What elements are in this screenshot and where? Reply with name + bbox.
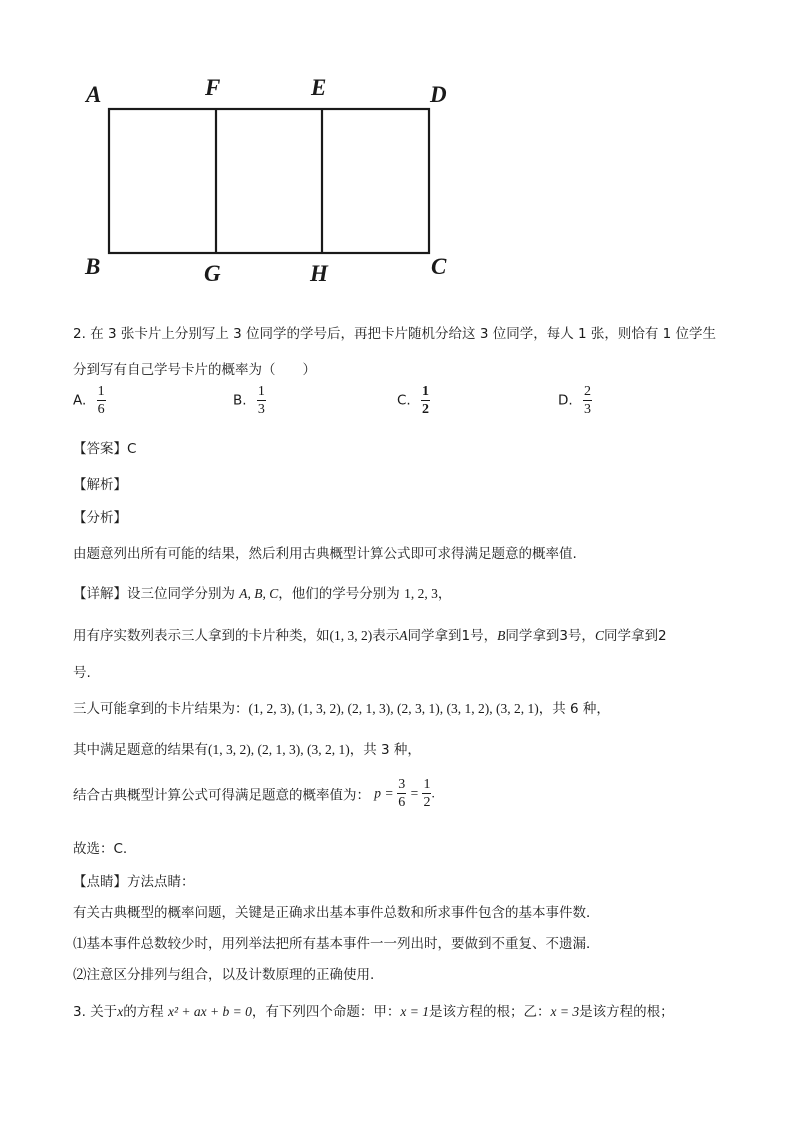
math-B: B (497, 628, 506, 643)
detail-line-2 (73, 624, 667, 644)
option-c (397, 384, 430, 417)
analysis-tag: 【解析】 (73, 477, 127, 493)
detail-line-5 (73, 777, 435, 810)
point-label-C: C (431, 254, 447, 279)
option-label: D. (558, 392, 573, 409)
numerator: 3 (398, 777, 406, 792)
text: ，共 3 种， (349, 742, 421, 758)
math-C: C (594, 628, 604, 643)
text: 其中满足题意的结果有 (73, 742, 208, 758)
fraction-3-6 (397, 777, 406, 810)
math-tuple: (1, 3, 2) (329, 628, 373, 643)
question-number: 3. (73, 1004, 86, 1020)
numerator: 1 (257, 384, 265, 399)
text: ，有下列四个命题：甲： (251, 1004, 401, 1020)
math-x1: x = 1 (400, 1004, 429, 1019)
detail-line-3 (73, 697, 610, 717)
text: 方法点睛： (127, 874, 195, 890)
math-abc: A, B, C (239, 586, 279, 601)
rectangle-figure (0, 0, 794, 300)
math-tuples: (1, 3, 2), (2, 1, 3), (3, 2, 1) (208, 742, 350, 757)
question-2-line2: 分到写有自己学号卡片的概率为（ ） (73, 362, 316, 378)
answer-line (73, 437, 136, 457)
text: 的方程 (123, 1004, 164, 1020)
text: 用有序实数列表示三人拿到的卡片种类，如 (73, 628, 330, 644)
option-fraction (97, 384, 106, 417)
option-label: A. (73, 392, 87, 409)
option-label: C. (397, 392, 411, 409)
text: 是该方程的根；乙： (428, 1004, 551, 1020)
point-label-F: F (205, 75, 221, 100)
fenxi-text: 由题意列出所有可能的结果，然后利用古典概型计算公式即可求得满足题意的概率值. (73, 546, 577, 562)
point-label-E: E (311, 75, 327, 100)
dianjing-tag: 【点睛】 (73, 874, 127, 890)
text: 设三位同学分别为 (127, 586, 235, 602)
dianjing-2: ⑴基本事件总数较少时，用列举法把所有基本事件一一列出时，要做到不重复、不遗漏． (73, 936, 600, 952)
text: 是该方程的根； (579, 1004, 674, 1020)
point-label-A: A (86, 82, 102, 107)
fenxi-tag: 【分析】 (73, 510, 127, 526)
option-label: B. (233, 392, 247, 409)
numerator: 2 (583, 384, 591, 399)
fraction-bar (257, 400, 266, 401)
text: 同学拿到2 (603, 628, 667, 644)
math-p: p (374, 785, 382, 801)
option-fraction (421, 384, 430, 417)
fraction-bar (97, 400, 106, 401)
numerator: 1 (423, 777, 431, 792)
question-number: 2. (73, 326, 86, 342)
math-A: A (399, 628, 408, 643)
dianjing-1: 有关古典概型的概率问题，关键是正确求出基本事件总数和所求事件包含的基本事件数． (73, 905, 600, 921)
text: 同学拿到3号， (505, 628, 595, 644)
denominator: 3 (257, 402, 265, 417)
detail-line-4 (73, 738, 421, 758)
fraction-bar (421, 400, 430, 401)
question-3-line1 (73, 1000, 674, 1020)
math-x3: x = 3 (550, 1004, 580, 1019)
question-2-line1 (73, 322, 716, 342)
text: 同学拿到1号， (407, 628, 498, 644)
detail-tag: 【详解】 (73, 586, 127, 602)
fraction-bar (397, 793, 406, 794)
denominator: 2 (422, 402, 430, 417)
math-x: x (117, 1004, 124, 1019)
point-label-H: H (310, 261, 328, 286)
outer-rectangle (109, 109, 429, 253)
answer-value: C (127, 441, 137, 457)
text: ，共 6 种， (538, 701, 610, 717)
math-period: . (431, 785, 435, 801)
denominator: 6 (97, 402, 105, 417)
choose-line: 故选：C. (73, 841, 128, 857)
dianjing-3: ⑵注意区分排列与组合，以及计数原理的正确使用. (73, 967, 375, 983)
math-eq: = (410, 785, 419, 801)
text: 表示 (372, 628, 400, 644)
detail-line-1 (73, 582, 451, 602)
fraction-bar (583, 400, 592, 401)
dianjing-line (73, 870, 195, 890)
question-stem: 在 3 张卡片上分别写上 3 位同学的学号后，再把卡片随机分给这 3 位同学，每人 1 张，则恰有 1 位学生 (90, 326, 717, 342)
math-123: 1, 2, 3 (404, 586, 438, 601)
denominator: 2 (423, 795, 431, 810)
denominator: 3 (583, 402, 591, 417)
point-label-B: B (85, 254, 101, 279)
answer-tag: 【答案】 (73, 441, 127, 457)
text: 关于 (90, 1004, 118, 1020)
math-tuples: (1, 2, 3), (1, 3, 2), (2, 1, 3), (2, 3, 1), (3, 1, 2), (3, 2, 1) (248, 701, 539, 716)
option-fraction (583, 384, 592, 417)
numerator: 1 (97, 384, 105, 399)
text: ， (437, 586, 452, 602)
point-label-D: D (430, 82, 447, 107)
point-label-G: G (204, 261, 221, 286)
text: 结合古典概型计算公式可得满足题意的概率值为： (73, 787, 370, 804)
text: ，他们的学号分别为 (278, 586, 400, 602)
numerator: 1 (422, 384, 430, 399)
option-d (558, 384, 592, 417)
option-a (73, 384, 106, 417)
math-equation: x² + ax + b = 0 (167, 1004, 252, 1019)
math-eq: = (385, 785, 393, 801)
option-b (233, 384, 266, 417)
detail-line-2b: 号. (73, 665, 91, 681)
denominator: 6 (398, 795, 406, 810)
option-fraction (257, 384, 266, 417)
text: 三人可能拿到的卡片结果为： (73, 701, 249, 717)
